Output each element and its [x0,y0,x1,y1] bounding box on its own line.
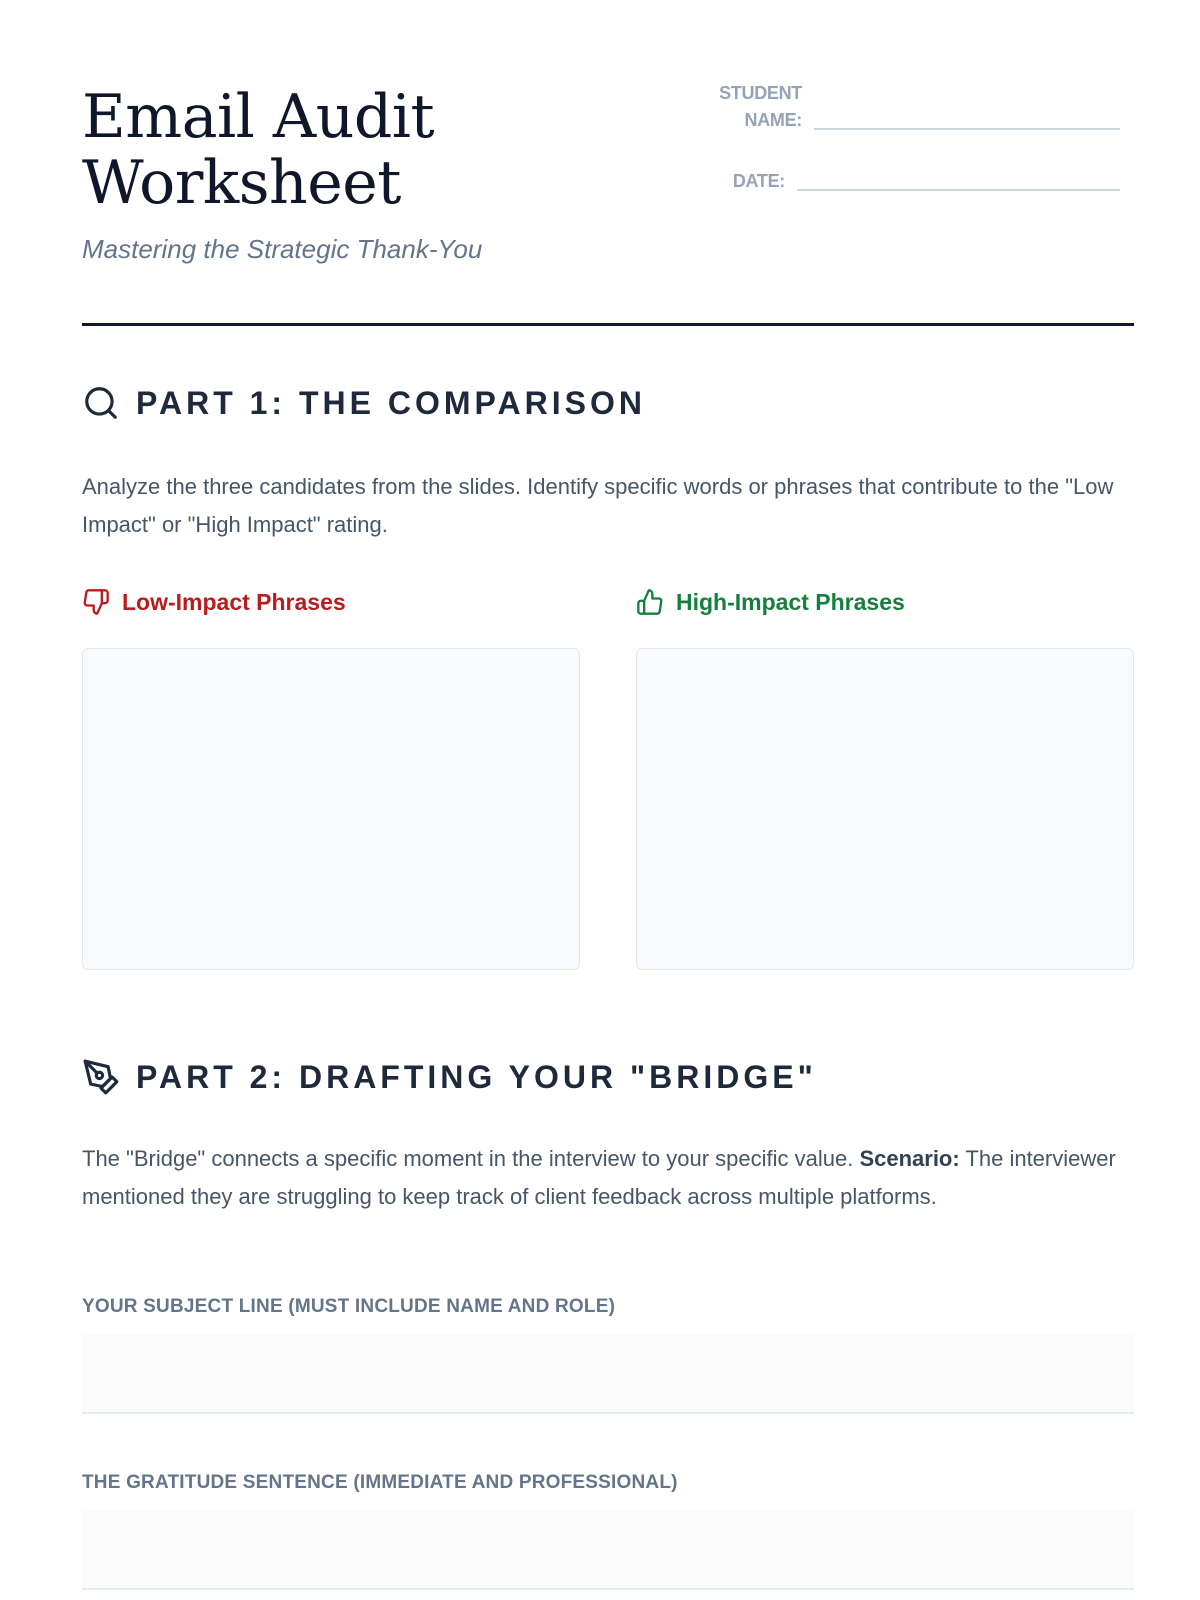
part1-instructions: Analyze the three candidates from the slides. Identify specific words or phrases that contribute to the "Low Impact" or "High Impact" rating. [82,474,1114,537]
page-title: Email Audit Worksheet [82,82,435,218]
low-impact-label: Low-Impact Phrases [122,588,346,615]
low-impact-answer-box[interactable] [82,648,580,970]
date-field[interactable] [797,189,1120,191]
part1-heading [82,384,646,422]
scenario-label: Scenario: [859,1146,960,1171]
part2-intro: The "Bridge" connects a specific moment in the interview to your specific value. [82,1146,854,1171]
high-impact-heading [636,588,905,616]
student-name-label: STUDENT NAME: [719,83,802,130]
date-row [694,168,1120,195]
worksheet-page [82,0,1134,1600]
part1-title: PART 1: THE COMPARISON [136,384,646,421]
low-impact-heading [82,588,346,616]
search-icon [82,384,120,422]
scenario-text: The interviewer mentioned they are struggling to keep track of client feedback across multiple platforms. [82,1146,1116,1209]
part2-heading [82,1058,817,1096]
thumbs-down-icon [82,588,110,616]
part2-instructions [82,1140,1134,1216]
page-subtitle: Mastering the Strategic Thank-You [82,234,483,264]
high-impact-answer-box[interactable] [636,648,1134,970]
pen-tool-icon [82,1058,120,1096]
gratitude-sentence-label: THE GRATITUDE SENTENCE (IMMEDIATE AND PROFESSIONAL) [82,1472,678,1493]
subject-line-field[interactable] [82,1334,1134,1414]
header-divider [82,323,1134,326]
thumbs-up-icon [636,588,664,616]
part2-title: PART 2: DRAFTING YOUR "BRIDGE" [136,1058,817,1095]
high-impact-label: High-Impact Phrases [676,588,905,615]
student-name-field[interactable] [814,128,1120,130]
gratitude-sentence-field[interactable] [82,1510,1134,1590]
subject-line-label: YOUR SUBJECT LINE (MUST INCLUDE NAME AND ROLE) [82,1296,616,1317]
student-name-row [694,80,1120,134]
date-label: DATE: [732,171,785,191]
